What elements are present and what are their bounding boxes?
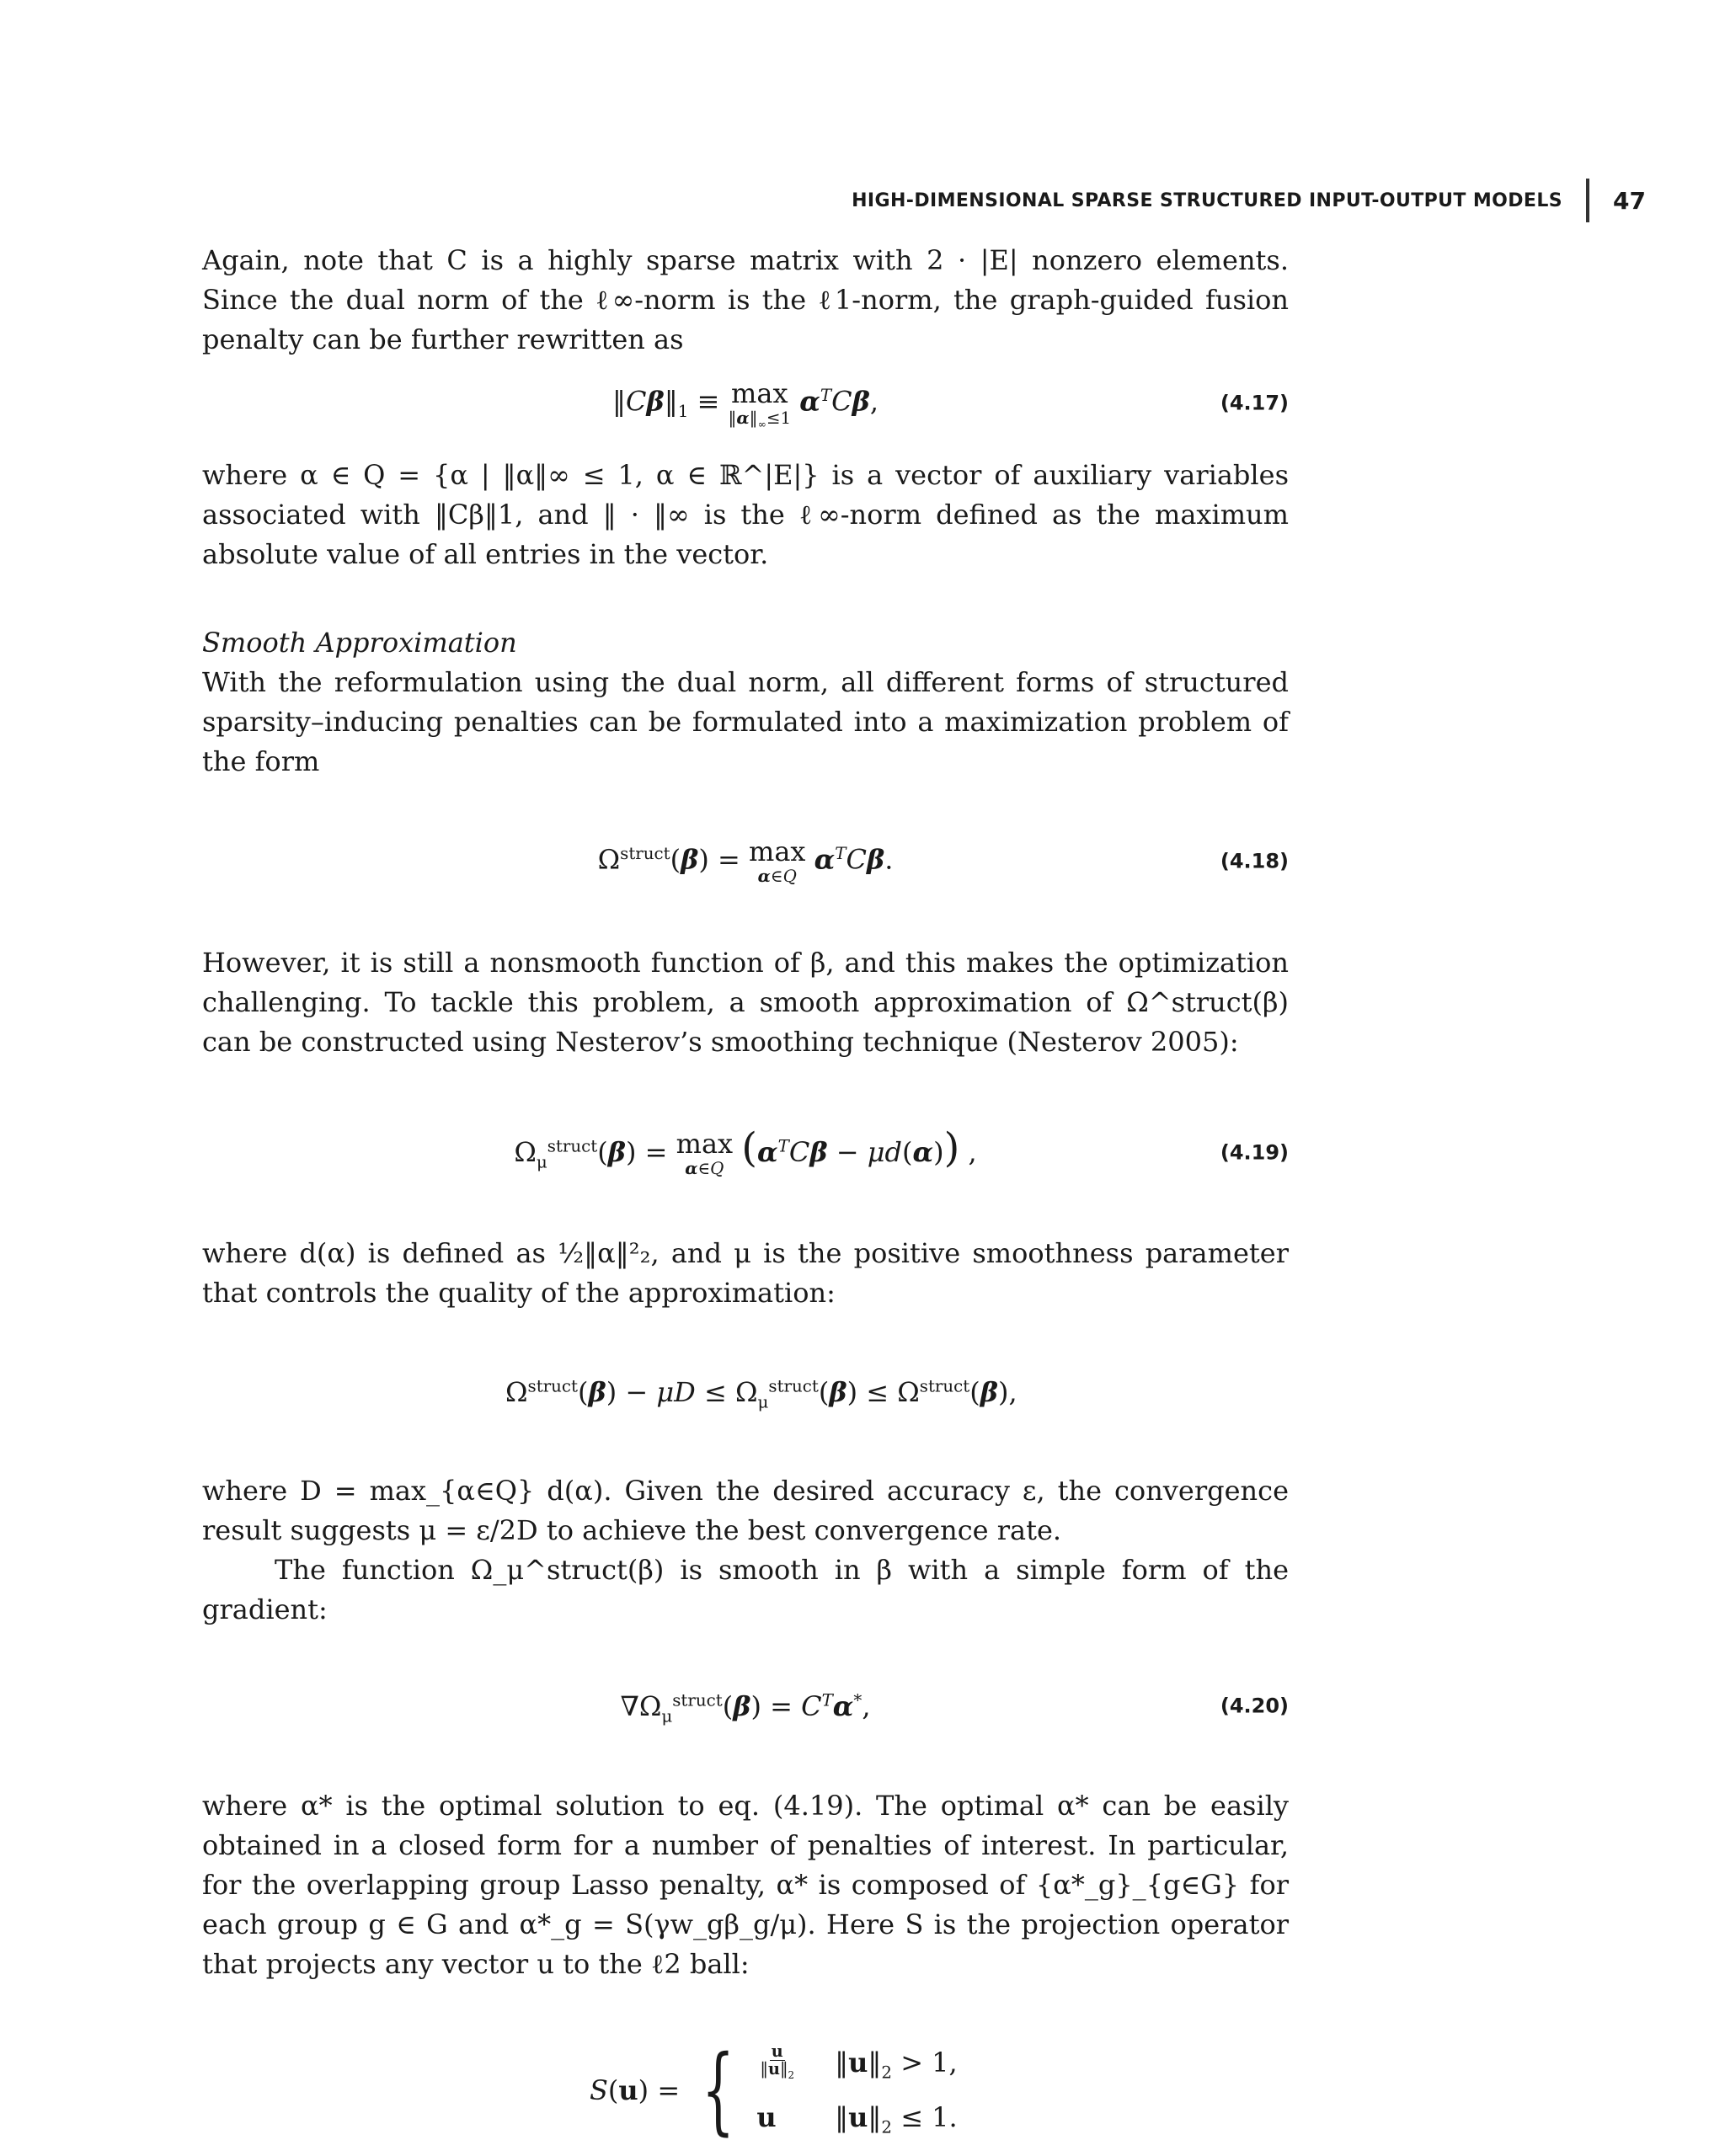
equation-4-19 [202,1119,1289,1187]
equation-number-4-17: (4.17) [1220,391,1289,415]
equation-number-4-18: (4.18) [1220,849,1289,873]
paragraph-5: where d(α) is defined as ½‖α‖²₂, and μ is the positive smoothness parameter that controls the quality of the approximation: [202,1237,1289,1309]
equation-projection [202,2031,1289,2149]
section-heading-smooth-approximation: Smooth Approximation [202,627,517,659]
equation-projection-expr: S(u) = { $\frac{u}{‖u‖_2}$ $‖u‖_2 > 1$, u $‖u‖_2 \le 1$. [590,2036,958,2145]
running-header [852,175,1646,226]
equation-bounds [202,1365,1289,1419]
page-number: 47 [1613,186,1646,215]
equation-4-17 [202,370,1289,437]
paragraph-1: Again, note that C is a highly sparse matrix with 2 · |E| nonzero elements. Since the dual norm of the ℓ∞-norm is the ℓ1-norm, the graph-guided fusion penalty can be further rewritten as [202,244,1289,355]
paragraph-8: where α* is the optimal solution to eq. (4.19). The optimal α* can be easily obtained in a closed form for a number of penalties of interest. In particular, for the overlapping group Lasso penalty, α* is composed of {α*_g}_{g∈G} for each group g ∈ G and α*_g = S(γw_gβ_g/μ). Here S is the projection operator that projects any vector u to the ℓ2 ball: [202,1790,1289,1980]
equation-4-17-expr: $‖C\beta‖_1$ ≡ max $‖\alpha‖_\infty\le 1$ $\alpha^TC\beta$, [611,377,879,431]
equation-bounds-expr: $\Omega^{struct}(\beta) - \mu D \le \Omega_\mu^{struct}(\beta) \le \Omega^{struct}(\beta)$, [505,1375,1017,1412]
equation-4-20-expr: $\nabla\Omega_\mu^{struct}(\beta) = C^T\alpha^*$, [620,1689,871,1726]
paragraph-3: With the reformulation using the dual norm, all different forms of structured sparsity–inducing penalties can be formulated into a maximization problem of the form [202,666,1289,777]
paragraph-4: However, it is still a nonsmooth function of β, and this makes the optimization challenging. To tackle this problem, a smooth approximation of Ω^struct(β) can be constructed using Nesterov’s smoothing technique (Nesterov 2005): [202,947,1289,1058]
equation-4-20 [202,1677,1289,1736]
equation-4-18-expr: $\Omega^{struct}(\beta)$ = max α∈Q $\alpha^TC\beta$. [597,835,894,887]
paragraph-6: where D = max_{α∈Q} d(α). Given the desired accuracy ε, the convergence result suggests μ = ε/2D to achieve the best convergence rate. [202,1475,1289,1546]
page-body [202,241,1289,2149]
paragraph-7: The function Ω_μ^struct(β) is smooth in β with a simple form of the gradient: [202,1554,1289,1625]
equation-number-4-19: (4.19) [1220,1140,1289,1165]
equation-4-19-expr: $\Omega_\mu^{struct}(\beta)$ = max α∈Q $(\alpha^TC\beta - \mu d(\alpha))$ , [514,1123,977,1179]
header-rule [1586,179,1589,222]
equation-4-18 [202,832,1289,891]
paragraph-2: where α ∈ Q = {α | ‖α‖∞ ≤ 1, α ∈ ℝ^|E|} is a vector of auxiliary variables associated with ‖Cβ‖1, and ‖ · ‖∞ is the ℓ∞-norm defined as the maximum absolute value of all entries in the vector. [202,459,1289,570]
equation-number-4-20: (4.20) [1220,1694,1289,1718]
running-title: HIGH-DIMENSIONAL SPARSE STRUCTURED INPUT-OUTPUT MODELS [852,189,1563,211]
